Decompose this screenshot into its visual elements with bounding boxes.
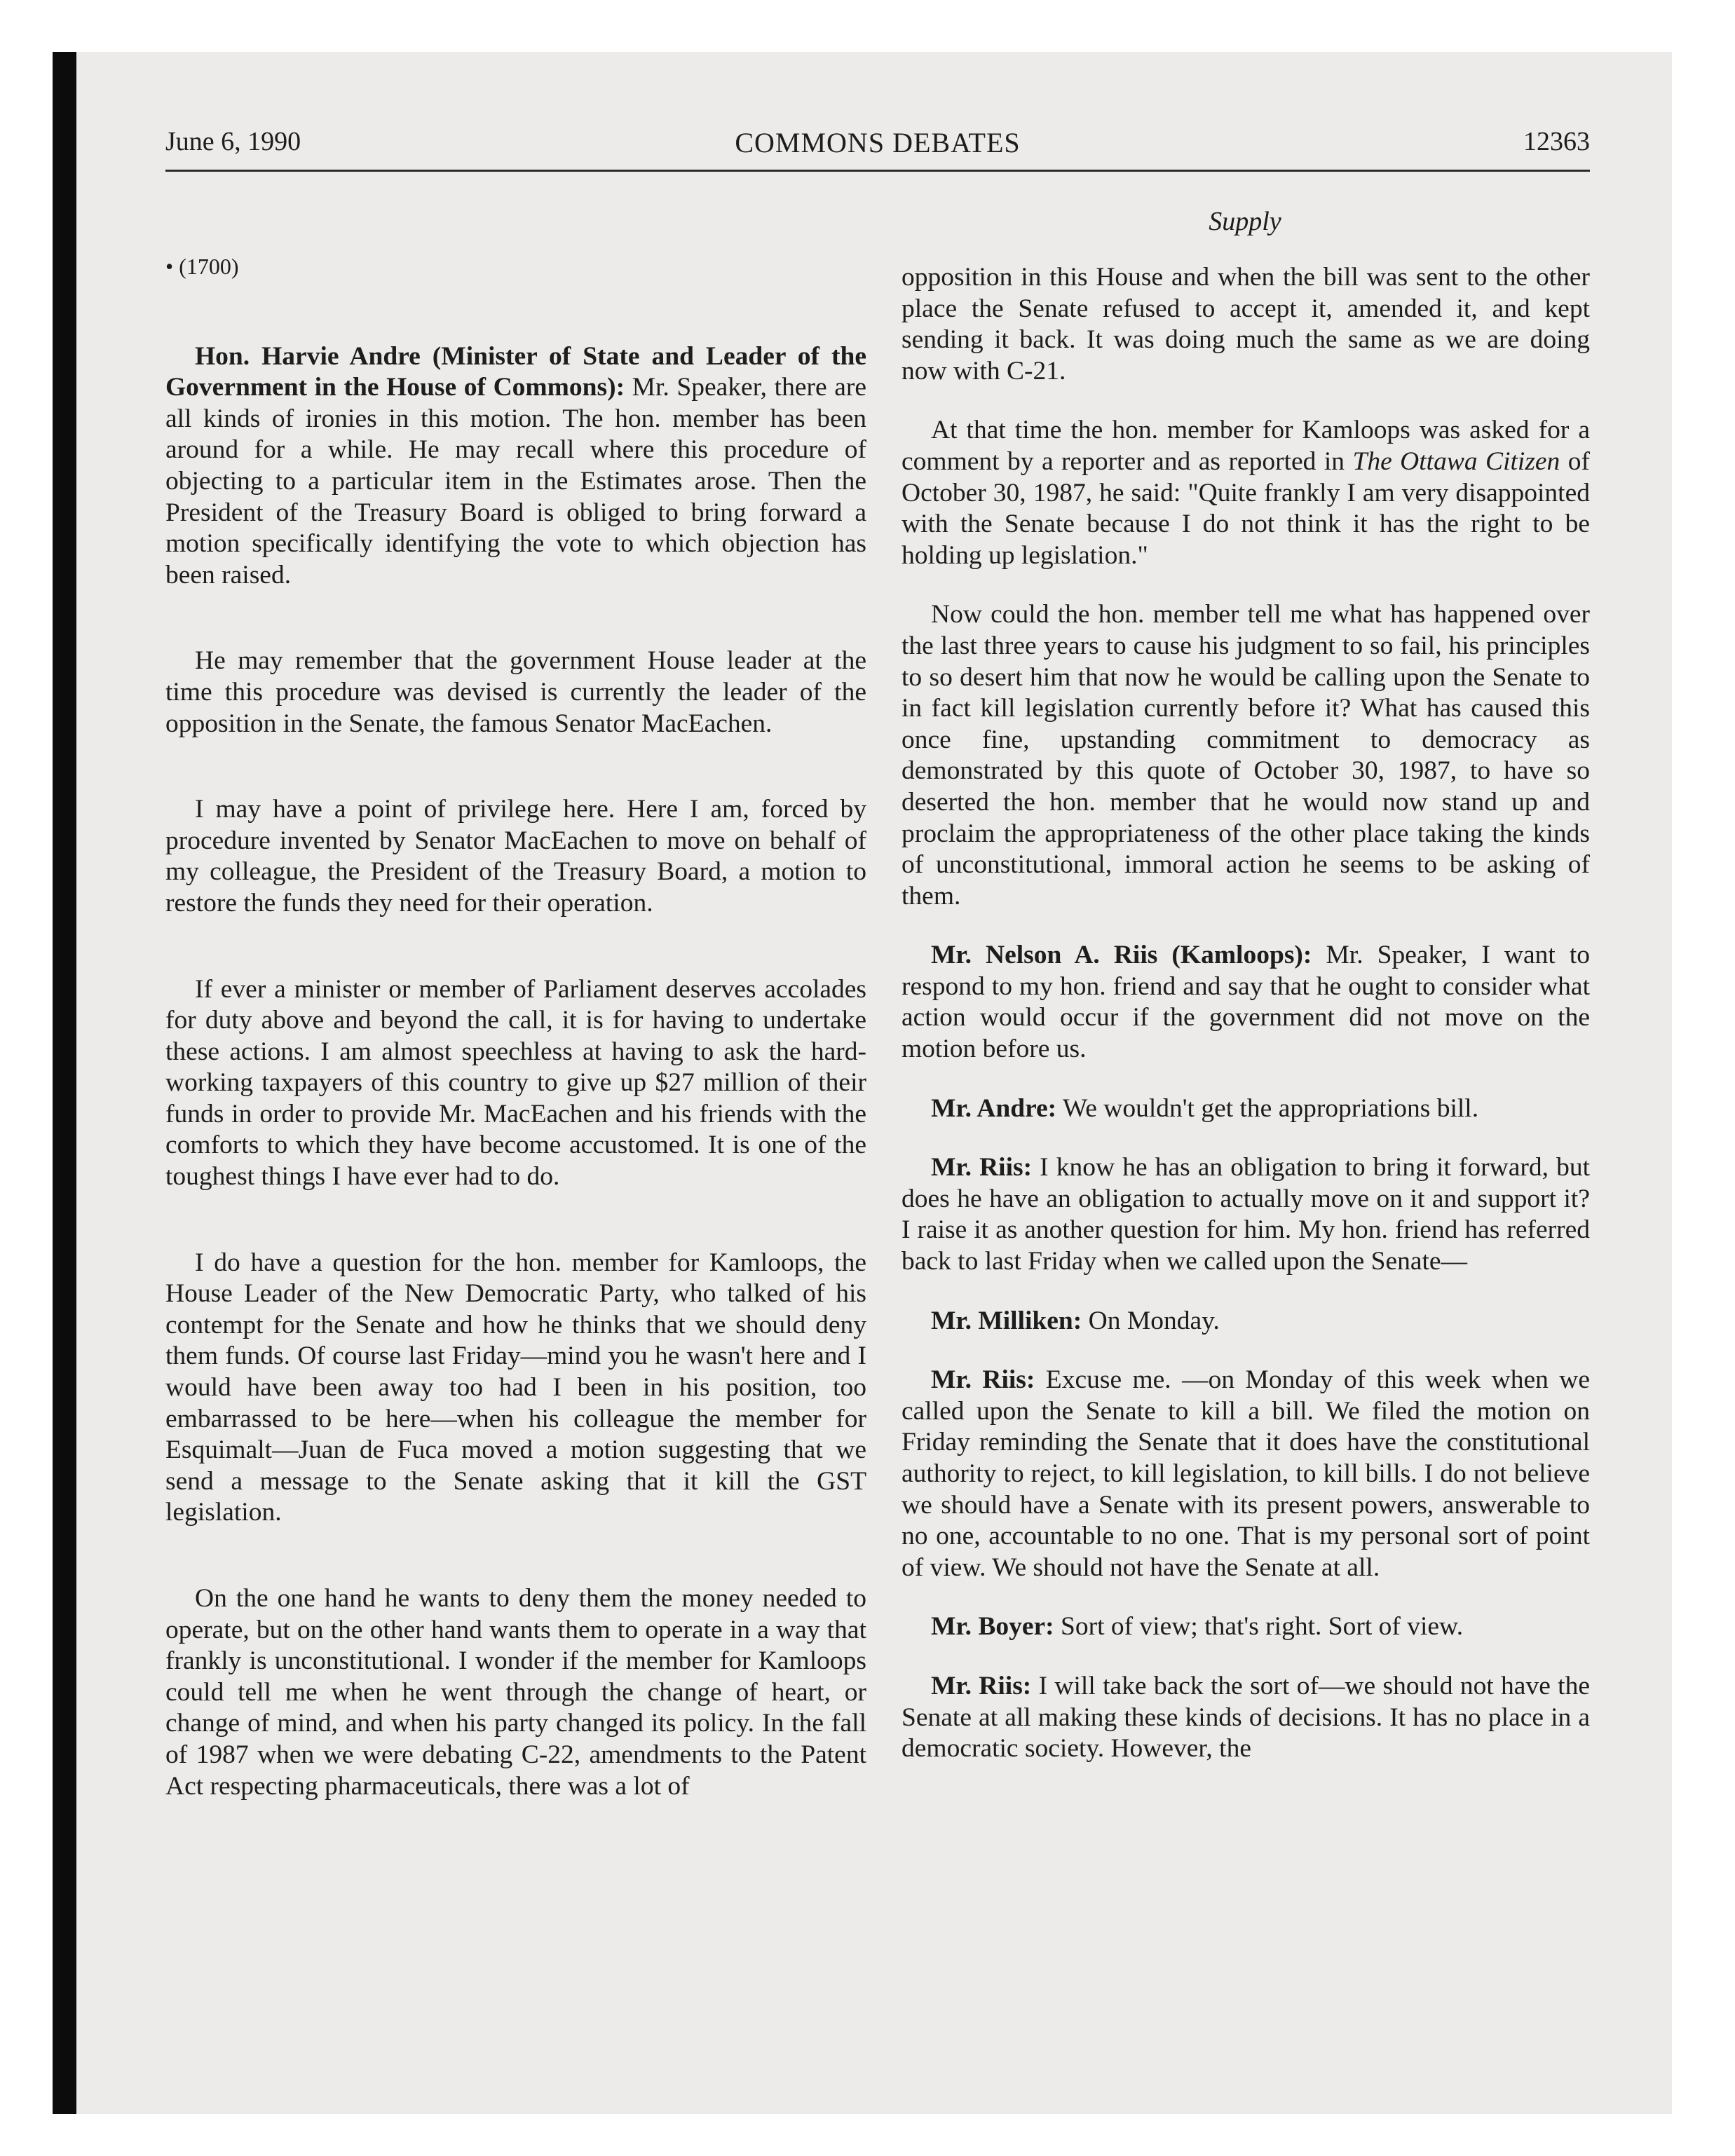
speech-text: Sort of view; that's right. Sort of view. — [1054, 1612, 1464, 1642]
paragraph — [901, 1306, 1590, 1337]
speech-text: We wouldn't get the appropriations bill. — [1056, 1093, 1479, 1123]
speaker-name: Mr. Riis: — [931, 1671, 1032, 1700]
paragraph: opposition in this House and when the bill was sent to the other place the Senate refused to accept it, amended it, and kept sending it back. It was doing much the same as we are doing now with C-21. — [901, 263, 1590, 386]
speech-text: At that time the hon. member for Kamloops was asked for a comment by a reporter and as reported in — [901, 416, 1590, 476]
page-number: 12363 — [1523, 127, 1590, 156]
publication-title: The Ottawa Citizen — [1352, 446, 1560, 476]
paragraph — [901, 1093, 1590, 1125]
running-head — [165, 126, 1590, 172]
paragraph — [901, 1671, 1590, 1765]
paragraph — [901, 940, 1590, 1065]
speech-text: of October 30, 1987, he said: "Quite frankly I am very disappointed with the Senate because I do not think it has the right to be holding up legislation." — [901, 446, 1591, 570]
right-column — [901, 262, 1590, 1793]
speaker-name: Mr. Milliken: — [931, 1306, 1082, 1335]
paragraph — [165, 341, 866, 592]
speaker-name: Mr. Nelson A. Riis (Kamloops): — [931, 941, 1312, 970]
speaker-name: Mr. Andre: — [931, 1093, 1057, 1123]
speech-text: Excuse me. —on Monday of this week when we called upon the Senate to kill a bill. We filed the motion on Friday reminding the Senate that it does have the constitutional authority to reject, to kill legislation, to kill bills. I do not believe we should have a Senate with its present powers, answerable to no one, accountable to no one. That is my personal sort of point of view. We should not have the Senate at all. — [901, 1365, 1590, 1582]
header-date: June 6, 1990 — [165, 127, 301, 156]
left-column — [165, 251, 866, 1857]
speech-text: Mr. Speaker, there are all kinds of ironies in this motion. The hon. member has been around for a while. He may recall where this procedure of objecting to a particular item in the Estimates arose. Then the President of the Treasury Board is obliged to bring forward a motion specifically identifying the vote to which objection has been raised. — [165, 373, 866, 589]
section-title: Supply — [1209, 207, 1281, 236]
header-title: COMMONS DEBATES — [735, 127, 1021, 158]
speech-text: Mr. Speaker, I want to respond to my hon. friend and say that he ought to consider what action would occur if the government did not move on the motion before us. — [901, 941, 1590, 1064]
paragraph — [901, 415, 1590, 571]
speaker-name: Mr. Boyer: — [931, 1612, 1054, 1642]
speech-text: I know he has an obligation to bring it forward, but does he have an obligation to actually move on it and support it? I raise it as another question for him. My hon. friend has referred back to last Friday when we called upon the Senate— — [901, 1153, 1590, 1276]
paragraph — [901, 1365, 1590, 1583]
paragraph: On the one hand he wants to deny them the money needed to operate, but on the other hand wants them to operate in a way that frankly is unconstitutional. I wonder if the member for Kamloops could tell me when he went through the change of heart, or change of mind, and when his party changed its policy. In the fall of 1987 when we were debating C-22, amendments to the Patent Act respecting pharmaceuticals, there was a lot of — [165, 1584, 866, 1801]
speaker-name: Hon. Harvie Andre (Minister of State and Leader of the Government in the House of Commons): — [165, 341, 866, 402]
paragraph — [901, 1611, 1590, 1643]
speaker-name: Mr. Riis: — [931, 1365, 1035, 1395]
paragraph: Now could the hon. member tell me what has happened over the last three years to cause his judgment to so fail, his principles to so desert him that now he would be calling upon the Senate to in fact kill legislation currently before it? What has caused this once fine, upstanding commitment to democracy as demonstrated by this quote of October 30, 1987, to have so deserted the hon. member that he would now stand up and proclaim the appropriateness of the other place taking the kinds of unconstitutional, immoral action he seems to be asking of them. — [901, 600, 1590, 910]
speech-text: I will take back the sort of—we should not have the Senate at all making these kinds of decisions. It has no place in a democratic society. However, the — [901, 1671, 1590, 1763]
timestamp: • (1700) — [165, 254, 239, 279]
paragraph: If ever a minister or member of Parliament deserves accolades for duty above and beyond the call, it is for having to undertake these actions. I am almost speechless at having to ask the hard-working taxpayers of this country to give up $27 million of their funds in order to provide Mr. MacEachen and his friends with the comforts to which they have become accustomed. It is one of the toughest things I have ever had to do. — [165, 974, 866, 1192]
speaker-name: Mr. Riis: — [931, 1153, 1033, 1182]
speech-text: On Monday. — [1082, 1306, 1220, 1335]
paragraph — [901, 1152, 1590, 1277]
binding-edge — [53, 52, 76, 2114]
paragraph: I may have a point of privilege here. Here I am, forced by procedure invented by Senator MacEachen to move on behalf of my colleague, the President of the Treasury Board, a motion to restore the funds they need for their operation. — [165, 795, 866, 917]
paragraph: He may remember that the government House leader at the time this procedure was devised is currently the leader of the opposition in the Senate, the famous Senator MacEachen. — [165, 646, 866, 738]
paragraph: I do have a question for the hon. member for Kamloops, the House Leader of the New Democratic Party, who talked of his contempt for the Senate and how he thinks that we should deny them funds. Of course last Friday—mind you he wasn't here and I would have been away too had I been in his position, too embarrassed to be here—when his colleague the member for Esquimalt—Juan de Fuca moved a motion suggesting that we send a message to the Senate asking that it kill the GST legislation. — [165, 1248, 866, 1527]
